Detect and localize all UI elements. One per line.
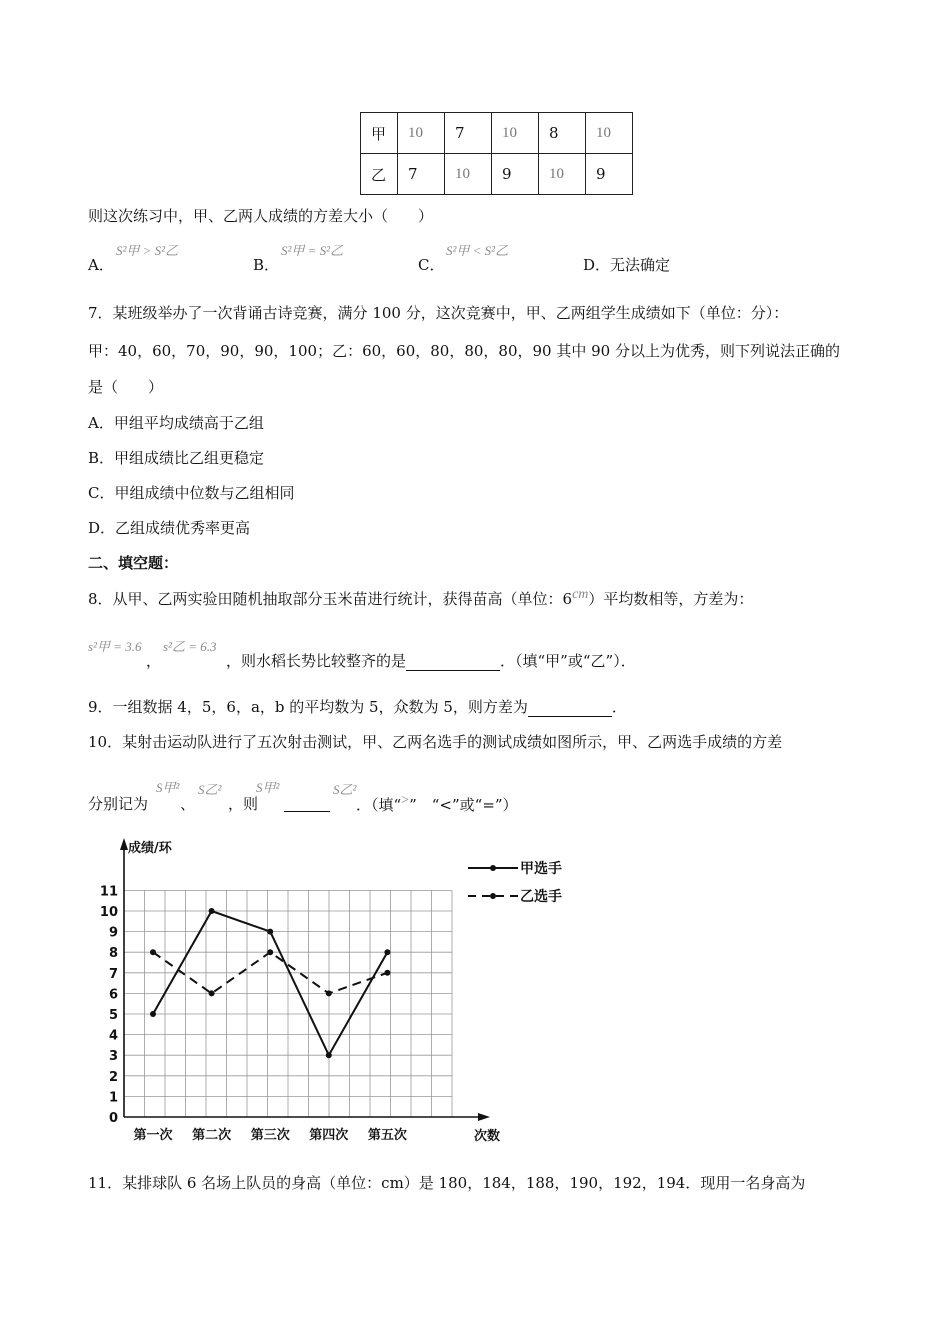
q10-line1: 10．某射击运动队进行了五次射击测试，甲、乙两名选手的测试成绩如图所示，甲、乙两选手成绩的方差 xyxy=(88,733,783,751)
q6-option-c-label: C． xyxy=(418,256,445,274)
q9-text: 9．一组数据 4，5，6，a，b 的平均数为 5，众数为 5，则方差为 xyxy=(88,698,528,716)
q6-option-a-label: A． xyxy=(88,256,114,274)
y-tick-label: 7 xyxy=(108,966,118,982)
score-row-name: 甲 xyxy=(361,113,398,154)
q10-answer-blank[interactable] xyxy=(284,793,330,812)
y-tick-label: 1 xyxy=(108,1090,118,1106)
y-tick-label: 2 xyxy=(108,1069,118,1085)
legend-marker xyxy=(490,865,496,871)
data-point xyxy=(150,1011,156,1017)
q9-answer-blank[interactable] xyxy=(528,698,612,717)
q7-option-b: B．甲组成绩比乙组更稳定 xyxy=(88,449,265,467)
q6-option-d-text: 无法确定 xyxy=(610,256,671,274)
q6-option-b xyxy=(253,254,279,275)
q8-formula1: s²甲 = 3.6 xyxy=(88,639,142,654)
x-tick-label: 第一次 xyxy=(133,1128,173,1143)
q10-s2: S乙² xyxy=(198,782,222,797)
y-tick-label: 0 xyxy=(108,1111,118,1126)
chart-axes xyxy=(120,838,500,1144)
x-tick-label: 第二次 xyxy=(192,1128,232,1143)
chart-grid xyxy=(124,890,452,1117)
legend-label: 乙选手 xyxy=(520,889,562,905)
legend-label: 甲选手 xyxy=(520,861,562,877)
data-point xyxy=(209,908,215,914)
legend-marker xyxy=(490,893,496,899)
y-tick-label: 11 xyxy=(100,884,118,900)
y-tick-label: 5 xyxy=(108,1008,118,1023)
x-tick-label: 第四次 xyxy=(309,1128,349,1143)
q10-s4: S乙² xyxy=(333,782,357,797)
score-line-chart xyxy=(100,830,580,1160)
score-cell: 8 xyxy=(539,113,586,154)
y-axis-arrow xyxy=(120,838,128,850)
score-cell: 10 xyxy=(539,154,586,195)
q6-stem: 则这次练习中，甲、乙两人成绩的方差大小（ ） xyxy=(88,207,434,225)
score-cell: 10 xyxy=(445,154,492,195)
q8-line2-end: ．（填“甲”或“乙”）． xyxy=(500,652,636,670)
chart-series xyxy=(150,908,390,1058)
x-tick-label: 第五次 xyxy=(367,1128,407,1143)
q10-then: ，则 xyxy=(228,795,259,813)
q7-option-c: C．甲组成绩中位数与乙组相同 xyxy=(88,484,295,502)
y-tick-label: 8 xyxy=(108,946,118,962)
q9 xyxy=(88,696,627,717)
data-point xyxy=(326,990,332,996)
score-cell: 10 xyxy=(398,113,445,154)
q10-sep: 、 xyxy=(180,795,196,813)
y-tick-label: 10 xyxy=(100,905,118,920)
q8-separator: ， xyxy=(146,652,162,670)
x-axis-arrow xyxy=(478,1113,490,1121)
y-axis-label: 成绩/环 xyxy=(128,841,172,856)
score-cell: 10 xyxy=(586,113,633,154)
q7-line2: 甲：40，60，70，90，90，100；乙：60，60，80，80，80，90 其中 90 分以上为优秀，则下列说法正确的 xyxy=(88,342,840,360)
data-point xyxy=(326,1052,332,1058)
q6-option-d xyxy=(583,254,670,275)
q8-formula2: s²乙 = 6.3 xyxy=(163,639,217,654)
data-point xyxy=(384,949,390,955)
q10-end xyxy=(356,793,518,815)
q10-s1: S甲² xyxy=(156,780,180,795)
q7-option-d: D．乙组成绩优秀率更高 xyxy=(88,519,251,537)
data-point xyxy=(267,949,273,955)
section-fill-in-title: 二、填空题： xyxy=(88,554,179,572)
score-cell: 9 xyxy=(586,154,633,195)
q7-line3: 是（ ） xyxy=(88,378,164,396)
q6-option-c xyxy=(418,254,444,275)
x-axis-label: 次数 xyxy=(474,1129,501,1144)
x-tick-label: 第三次 xyxy=(250,1128,290,1143)
q10-s3: S甲² xyxy=(256,780,280,795)
y-tick-label: 3 xyxy=(108,1049,118,1065)
q6-option-a-formula: S²甲 > S²乙 xyxy=(116,243,179,258)
q7-option-a: A．甲组平均成绩高于乙组 xyxy=(88,414,264,432)
score-row xyxy=(361,154,633,195)
q8-line1b: ）平均数相等，方差为： xyxy=(588,590,754,608)
q11: 11．某排球队 6 名场上队员的身高（单位：cm）是 180，184，188，190，192，194．现用一名身高为 xyxy=(88,1174,806,1192)
q8-unit: cm xyxy=(572,587,589,602)
q10-end-text2: ” “<”或“=”） xyxy=(409,796,518,814)
q6-option-d-label: D． xyxy=(583,256,611,274)
data-point xyxy=(267,929,273,935)
data-point xyxy=(384,970,390,976)
y-tick-label: 4 xyxy=(108,1028,118,1044)
q10-gt-symbol: > xyxy=(401,793,410,808)
q6-option-a xyxy=(88,254,114,275)
q6-option-c-formula: S²甲 < S²乙 xyxy=(446,243,509,258)
data-point xyxy=(209,990,215,996)
q7-line1: 7．某班级举办了一次背诵古诗竞赛，满分 100 分，这次竞赛中，甲、乙两组学生成绩如下（单位：分）： xyxy=(88,304,789,322)
q8-line1 xyxy=(88,587,753,609)
score-table xyxy=(360,112,633,195)
q8-answer-blank[interactable] xyxy=(406,652,500,671)
y-tick-label: 6 xyxy=(108,987,118,1003)
q10-end-text: ．（填“ xyxy=(356,796,402,814)
q6-option-b-formula: S²甲 = S²乙 xyxy=(281,243,344,258)
q6-option-b-label: B． xyxy=(253,256,280,274)
score-cell: 7 xyxy=(445,113,492,154)
score-cell: 9 xyxy=(492,154,539,195)
score-row-name: 乙 xyxy=(361,154,398,195)
q6-options xyxy=(88,240,888,280)
q10-answer xyxy=(284,793,330,812)
q8-line2-text: ，则水稻长势比较整齐的是 xyxy=(226,652,407,670)
score-cell: 7 xyxy=(398,154,445,195)
q8-line1a: 8．从甲、乙两实验田随机抽取部分玉米苗进行统计，获得苗高（单位：6 xyxy=(88,590,573,608)
score-row xyxy=(361,113,633,154)
q9-end: ． xyxy=(611,698,627,716)
data-point xyxy=(150,949,156,955)
y-tick-label: 9 xyxy=(108,925,118,941)
score-cell: 10 xyxy=(492,113,539,154)
q8-line2 xyxy=(226,650,636,671)
chart-legend xyxy=(468,860,562,905)
q10-line2a: 分别记为 xyxy=(88,795,149,813)
